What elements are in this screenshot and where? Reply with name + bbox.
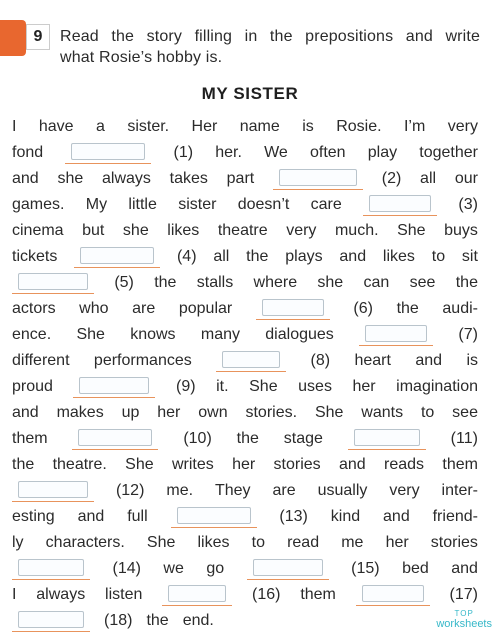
story-word: different <box>12 352 70 369</box>
story-word: are <box>272 482 296 499</box>
story-word: likes <box>197 534 230 551</box>
exercise-tab-marker <box>0 20 26 56</box>
story-word: I’m <box>403 118 426 135</box>
story-word: reads <box>384 456 425 473</box>
blank-number: (13) <box>279 508 308 525</box>
blank-number: (12) <box>115 482 145 499</box>
story-word: always <box>102 170 151 187</box>
story-word: bed <box>402 560 429 577</box>
story-word: popular <box>178 300 233 317</box>
story-word: many <box>200 326 240 343</box>
answer-blank-15[interactable] <box>247 559 329 580</box>
story-word: She <box>125 456 154 473</box>
story-line <box>12 192 478 218</box>
story-word: stories. <box>245 404 298 421</box>
story-line <box>12 166 478 192</box>
blank-number: (6) <box>353 300 373 317</box>
story-word: usually <box>317 482 368 499</box>
story-word: them <box>12 430 48 447</box>
story-line <box>12 296 478 322</box>
story-word: characters. <box>45 534 125 551</box>
story-word: likes <box>382 248 415 265</box>
story-word: listen <box>105 586 143 603</box>
story-word: and <box>12 170 39 187</box>
answer-blank-4[interactable] <box>74 247 160 268</box>
story-word: buys <box>444 222 478 239</box>
story-word: me. <box>166 482 194 499</box>
story-word: heart <box>354 352 391 369</box>
story-word: They <box>214 482 251 499</box>
story-line <box>12 556 478 582</box>
story-word: wants <box>361 404 404 421</box>
story-word: is <box>466 352 478 369</box>
story-word: takes <box>169 170 208 187</box>
story-line <box>12 504 478 530</box>
answer-blank-7[interactable] <box>359 325 433 346</box>
story-word: sister. <box>127 118 170 135</box>
blank-number: (7) <box>458 326 478 343</box>
story-word: stalls <box>196 274 234 291</box>
story-word: all <box>420 170 437 187</box>
blank-number: (11) <box>450 430 478 447</box>
story-line <box>12 478 478 504</box>
story-word: play <box>367 144 398 161</box>
story-title: MY SISTER <box>201 84 299 103</box>
story-line <box>12 374 478 400</box>
story-line <box>12 426 478 452</box>
story-word: We <box>264 144 288 161</box>
story-word: end. <box>182 612 214 629</box>
answer-blank-2[interactable] <box>273 169 363 190</box>
story-word: makes <box>56 404 104 421</box>
answer-blank-1[interactable] <box>65 143 151 164</box>
answer-blank-6[interactable] <box>256 299 330 320</box>
story-word: the <box>396 300 419 317</box>
story-word: audi- <box>442 300 478 317</box>
story-word: She <box>76 326 105 343</box>
exercise-instruction <box>60 26 480 68</box>
answer-blank-11[interactable] <box>348 429 426 450</box>
story-word: where <box>253 274 298 291</box>
story-word: all <box>213 248 230 265</box>
story-word: kind <box>330 508 361 525</box>
story-word: stage <box>283 430 323 447</box>
answer-blank-12[interactable] <box>12 481 94 502</box>
story-word: to <box>431 248 446 265</box>
story-text <box>12 114 478 634</box>
answer-blank-10[interactable] <box>72 429 158 450</box>
story-word: the <box>246 248 269 265</box>
exercise-number: 9 <box>26 24 50 50</box>
story-word: and <box>383 508 410 525</box>
story-word: to <box>251 534 265 551</box>
story-word: me <box>341 534 364 551</box>
worksheets-logo <box>436 608 492 630</box>
answer-blank-9[interactable] <box>73 377 155 398</box>
story-word: it. <box>216 378 229 395</box>
story-word: our <box>454 170 478 187</box>
answer-blank-14[interactable] <box>12 559 90 580</box>
answer-blank-3[interactable] <box>363 195 437 216</box>
story-line <box>12 530 478 556</box>
story-word: inter- <box>441 482 478 499</box>
story-word: and <box>12 404 39 421</box>
story-word: own <box>198 404 228 421</box>
story-word: actors <box>12 300 56 317</box>
story-word: to <box>420 404 435 421</box>
story-word: care <box>310 196 342 213</box>
story-word: My <box>85 196 108 213</box>
story-word: knows <box>130 326 176 343</box>
story-word: the <box>154 274 177 291</box>
story-word: sit <box>461 248 478 265</box>
story-word: is <box>302 118 314 135</box>
story-word: see <box>409 274 436 291</box>
story-word: the <box>236 430 259 447</box>
story-word: cinema <box>12 222 64 239</box>
blank-number: (3) <box>458 196 478 213</box>
story-word: ly <box>12 534 24 551</box>
story-word: I <box>12 118 17 135</box>
story-line <box>12 140 478 166</box>
story-word: see <box>452 404 478 421</box>
story-word: who <box>79 300 109 317</box>
blank-number: (4) <box>176 248 197 265</box>
story-word: Her <box>191 118 218 135</box>
story-word: them <box>442 456 478 473</box>
blank-number: (14) <box>112 560 141 577</box>
story-word: I <box>12 586 17 603</box>
story-word: sister <box>178 196 217 213</box>
story-word: her. <box>215 144 242 161</box>
story-word: and <box>338 456 366 473</box>
blank-number: (10) <box>183 430 212 447</box>
story-word: them <box>300 586 336 603</box>
story-word: read <box>287 534 320 551</box>
story-word: and <box>415 352 443 369</box>
answer-blank-8[interactable] <box>216 351 286 372</box>
story-word: very <box>286 222 317 239</box>
answer-blank-5[interactable] <box>12 273 94 294</box>
story-word: fond <box>12 144 44 161</box>
story-word: She <box>146 534 176 551</box>
story-word: tickets <box>12 248 58 265</box>
story-word: she <box>57 170 84 187</box>
story-word: dialogues <box>265 326 334 343</box>
story-word: theatre <box>217 222 268 239</box>
blank-number: (16) <box>252 586 281 603</box>
story-word: She <box>249 378 278 395</box>
story-line <box>12 608 478 634</box>
instruction-line-2: what Rosie’s hobby is. <box>60 49 223 66</box>
story-word: uses <box>298 378 332 395</box>
story-word: Rosie. <box>336 118 382 135</box>
story-word: but <box>82 222 105 239</box>
logo-top-text: TOP <box>454 609 474 618</box>
story-word: very <box>389 482 420 499</box>
story-line <box>12 400 478 426</box>
story-word: esting <box>12 508 55 525</box>
story-word: often <box>309 144 346 161</box>
story-word: up <box>121 404 140 421</box>
story-word: theatre. <box>52 456 107 473</box>
story-word: the <box>12 456 35 473</box>
blank-number: (5) <box>114 274 134 291</box>
story-line <box>12 348 478 374</box>
story-word: plays <box>285 248 323 265</box>
blank-number: (8) <box>310 352 331 369</box>
story-line <box>12 218 478 244</box>
story-line <box>12 452 478 478</box>
story-word: always <box>36 586 86 603</box>
story-word: her <box>232 456 256 473</box>
story-word: friend- <box>432 508 478 525</box>
blank-number: (9) <box>176 378 196 395</box>
story-word: her <box>157 404 181 421</box>
story-line <box>12 244 478 270</box>
story-word: performances <box>93 352 192 369</box>
story-word: her <box>352 378 376 395</box>
story-word: likes <box>167 222 200 239</box>
story-word: are <box>132 300 156 317</box>
story-word: name <box>239 118 280 135</box>
story-word: doesn’t <box>237 196 290 213</box>
blank-number: (18) <box>104 612 133 629</box>
story-word: She <box>314 404 344 421</box>
story-word: full <box>127 508 148 525</box>
blank-number: (17) <box>449 586 478 603</box>
story-word: can <box>363 274 390 291</box>
story-line <box>12 322 478 348</box>
story-word: together <box>419 144 478 161</box>
story-line <box>12 582 478 608</box>
answer-blank-17[interactable] <box>356 585 430 606</box>
story-word: a <box>96 118 105 135</box>
answer-blank-18[interactable] <box>12 611 90 632</box>
story-word: writes <box>171 456 214 473</box>
story-word: part <box>226 170 255 187</box>
story-word: proud <box>12 378 53 395</box>
logo-bottom-text: worksheets <box>436 618 492 630</box>
story-word: she <box>317 274 344 291</box>
blank-number: (1) <box>173 144 194 161</box>
story-word: very <box>447 118 478 135</box>
blank-number: (2) <box>381 170 402 187</box>
story-word: have <box>38 118 74 135</box>
story-line <box>12 114 478 140</box>
answer-blank-16[interactable] <box>162 585 232 606</box>
story-word: little <box>128 196 157 213</box>
story-word: much. <box>334 222 379 239</box>
instruction-line-1: Read the story filling in the prepositions and write <box>60 28 480 45</box>
story-word: She <box>397 222 426 239</box>
blank-number: (15) <box>351 560 380 577</box>
story-word: the <box>146 612 169 629</box>
story-word: she <box>122 222 149 239</box>
story-word: her <box>385 534 409 551</box>
story-word: stories <box>273 456 321 473</box>
story-word: the <box>455 274 478 291</box>
story-word: ence. <box>12 326 52 343</box>
story-word: imagination <box>396 378 478 395</box>
answer-blank-13[interactable] <box>171 507 257 528</box>
story-word: and <box>339 248 367 265</box>
story-line <box>12 270 478 296</box>
story-word: stories <box>430 534 478 551</box>
story-word: we <box>163 560 184 577</box>
story-word: games. <box>12 196 65 213</box>
story-word: and <box>77 508 105 525</box>
story-word: go <box>206 560 225 577</box>
story-word: and <box>451 560 478 577</box>
